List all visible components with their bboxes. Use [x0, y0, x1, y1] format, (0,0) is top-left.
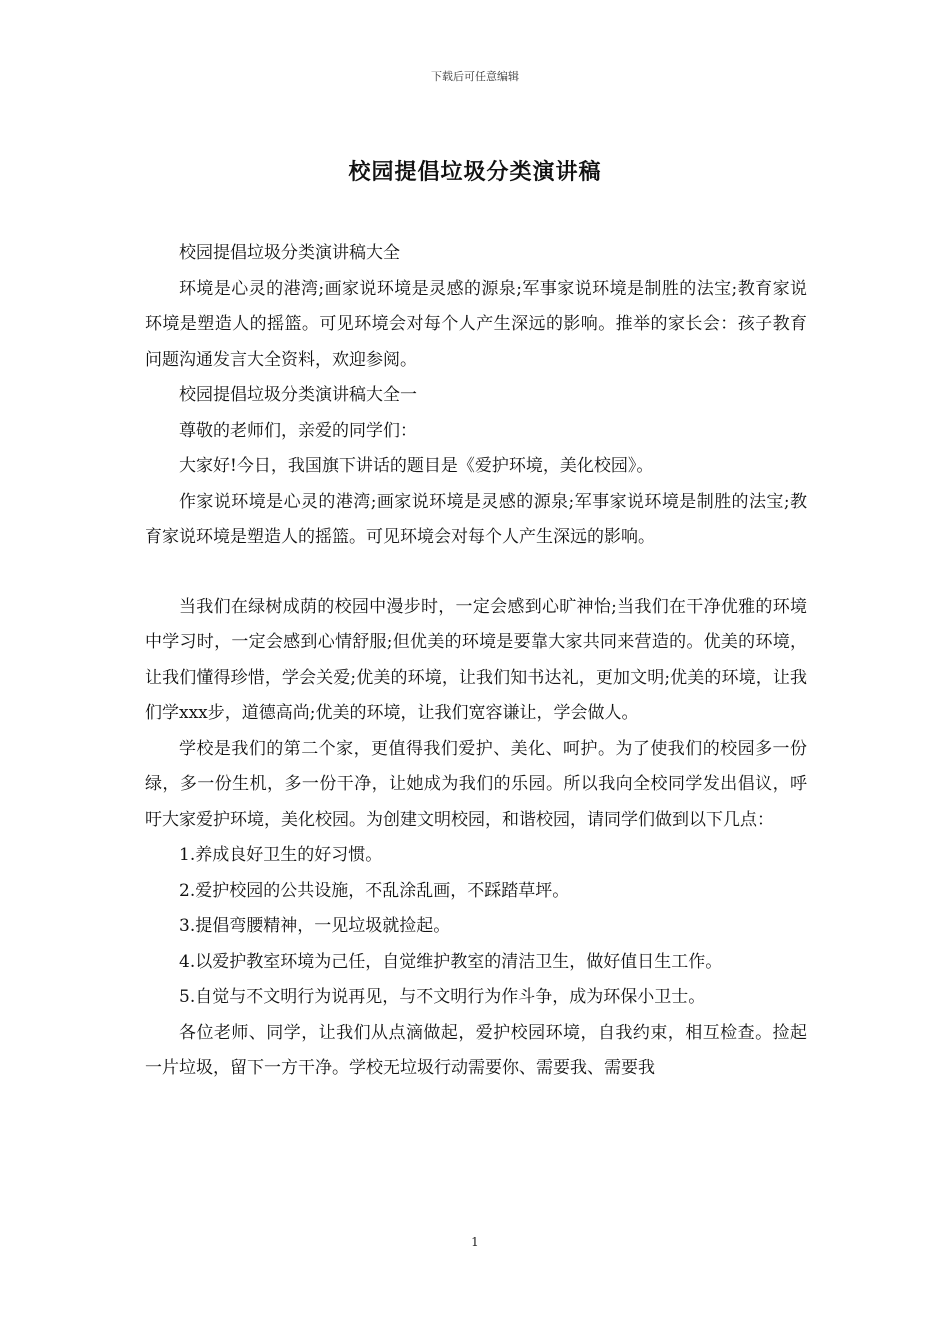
paragraph-greeting: 大家好!今日，我国旗下讲话的题目是《爱护环境，美化校园》。 [179, 456, 654, 476]
paragraph-body: 各位老师、同学，让我们从点滴做起，爱护校园环境，自我约束，相互检查。捡起一片垃圾，留下一方干净。学校无垃圾行动需要你、需要我、需要我 [145, 1022, 807, 1078]
list-item: 5.自觉与不文明行为说再见，与不文明行为作斗争，成为环保小卫士。 [179, 987, 706, 1007]
paragraph-body: 当我们在绿树成荫的校园中漫步时，一定会感到心旷神怡;当我们在干净优雅的环境中学习时，一定会感到心情舒服;但优美的环境是要靠大家共同来营造的。优美的环境，让我们懂得珍惜，学会关爱;优美的环境，让我们知书达礼，更加文明;优美的环境，让我们学xxx步，道德高尚;优美的环境，让我们宽容谦让，学会做人。 [145, 596, 807, 723]
page-header-note: 下载后可任意编辑 [431, 70, 519, 83]
paragraph-body: 作家说环境是心灵的港湾;画家说环境是灵感的源泉;军事家说环境是制胜的法宝;教育家说环境是塑造人的摇篮。可见环境会对每个人产生深远的影响。 [145, 491, 807, 547]
paragraph-body: 学校是我们的第二个家，更值得我们爱护、美化、呵护。为了使我们的校园多一份绿，多一份生机，多一份干净，让她成为我们的乐园。所以我向全校同学发出倡议，呼吁大家爱护环境，美化校园。为创建文明校园，和谐校园，请同学们做到以下几点： [145, 738, 807, 830]
paragraph-section-heading: 校园提倡垃圾分类演讲稿大全一 [179, 385, 417, 405]
list-item: 4.以爱护教室环境为己任，自觉维护教室的清洁卫生，做好值日生工作。 [179, 951, 723, 972]
list-item: 2.爱护校园的公共设施，不乱涂乱画，不踩踏草坪。 [179, 880, 570, 901]
list-item: 3.提倡弯腰精神，一见垃圾就捡起。 [179, 916, 451, 936]
document-title: 校园提倡垃圾分类演讲稿 [348, 159, 602, 185]
paragraph-intro: 环境是心灵的港湾;画家说环境是灵感的源泉;军事家说环境是制胜的法宝;教育家说环境是塑造人的摇篮。可见环境会对每个人产生深远的影响。推举的家长会：孩子教育问题沟通发言大全资料，欢迎参阅。 [145, 278, 807, 370]
document-body [145, 236, 807, 1087]
list-item: 1.养成良好卫生的好习惯。 [179, 845, 383, 865]
page-number: 1 [471, 1235, 479, 1249]
paragraph-subtitle: 校园提倡垃圾分类演讲稿大全 [179, 243, 400, 263]
paragraph-salutation: 尊敬的老师们，亲爱的同学们： [179, 420, 417, 441]
